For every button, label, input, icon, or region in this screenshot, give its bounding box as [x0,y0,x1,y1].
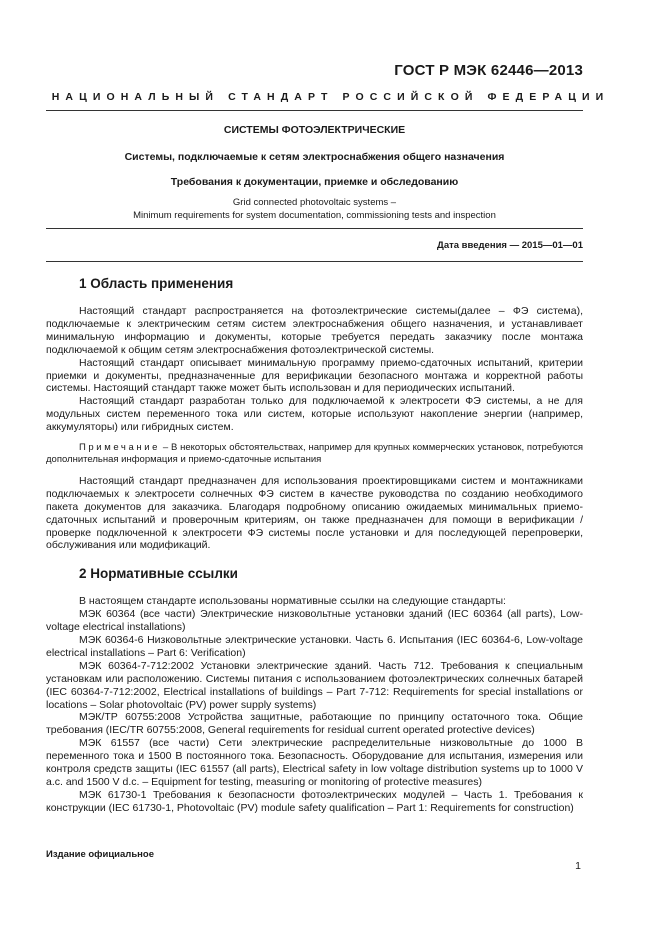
standard-code: ГОСТ Р МЭК 62446—2013 [394,62,583,79]
divider-top [46,110,583,111]
reference-item: МЭК/ТР 60755:2008 Устройства защитные, работающие по принципу остаточного тока. Общие требования (IEC/TR 60755:2008, General requirements for residual current operated protective devices) [46,711,583,737]
paragraph: В настоящем стандарте использованы нормативные ссылки на следующие стандарты: [79,595,506,608]
document-body [46,272,583,815]
reference-item: МЭК 61730-1 Требования к безопасности фотоэлектрических модулей – Часть 1. Требования к конструкции (IEC 61730-1, Photovoltaic (PV) module safety qualification – Part 1: Requirements for construction) [46,788,583,814]
note-label: Примечание [79,442,160,454]
section-scope [46,276,583,552]
document-subtitle: Системы, подключаемые к сетям электроснабжения общего назначения [124,151,505,163]
reference-item: МЭК 61557 (все части) Сети электрические распределительные низковольтные до 1000 В переменного тока и 1500 В постоянного тока. Безопасность. Оборудование для испытания, измерения или контроля средств защиты (IEC 61557 (all parts), Electrical safety in low voltage distribution systems up to 1000 V a.c. and 1500 V d.c. – Equipment for testing, measuring or monitoring of protective measures) [46,737,583,788]
reference-item: МЭК 60364 (все части) Электрические низковольтные установки зданий (IEC 60364 (all parts), Low-voltage electrical installations) [46,608,583,634]
reference-item: МЭК 60364-7-712:2002 Установки электрические зданий. Часть 712. Требования к специальным установкам или расположению. Системы питания с использованием фотоэлектрических солнечных батарей (IEC 60364-7-712:2002, Electrical installations of buildings – Part 7-712: Requirements for special installations or locations – Solar photovoltaic (PV) power supply systems) [46,659,583,711]
paragraph: Настоящий стандарт разработан только для подключаемой к электросети ФЭ системы, а не для модульных систем переменного тока или систем, которые используют накопление энергии (например, аккумуляторы) или гибридных систем. [46,395,583,434]
document-subtitle-2: Требования к документации, приемке и обследованию [170,176,459,188]
section-heading: 1 Область применения [79,276,234,291]
english-title [46,197,583,222]
section-heading: 2 Нормативные ссылки [79,566,238,582]
note [46,442,583,467]
edition-label: Издание официальное [46,849,154,860]
paragraph: Настоящий стандарт распространяется на фотоэлектрические системы(далее – ФЭ система), подключаемые к электрическим сетям систем электроснабжения общего назначения, и устанавливает минимальную информацию и документы, которые требуется передать заказчику после монтажа подключаемой к общим сетям электроснабжения фотоэлектрической системы. [46,305,583,356]
paragraph: Настоящий стандарт предназначен для использования проектировщиками систем и монтажниками подключаемых к электросети солнечных ФЭ систем в качестве руководства по созданию необходимого пакета документов для заказчика. Благодаря подробному описанию ожидаемых минимальных приемо-сдаточных испытаний и проверочным критериям, он также предназначен для помощи в верификации / проверке подключенной к электросети ФЭ системы после установки и для последующей перепроверки, обслуживания или модификаций. [46,474,583,552]
divider-title [46,228,583,229]
divider-date [46,261,583,262]
english-title-line-2: Minimum requirements for system documentation, commissioning tests and inspection [133,209,496,221]
national-standard-banner: НАЦИОНАЛЬНЫЙ СТАНДАРТ РОССИЙСКОЙ ФЕДЕРАЦИИ [51,91,610,103]
page-number: 1 [575,860,581,872]
document-title: СИСТЕМЫ ФОТОЭЛЕКТРИЧЕСКИЕ [223,124,406,136]
paragraph: Настоящий стандарт описывает минимальную программу приемо-сдаточных испытаний, критерии приемки и документы, предназначенные для верификации безопасного монтажа и корректной работы системы. Настоящий стандарт также может быть использован и для периодических испытаний. [46,356,583,395]
section-normative-references [46,566,583,814]
reference-item: МЭК 60364-6 Низковольтные электрические установки. Часть 6. Испытания (IEC 60364-6, Low-voltage electrical installations – Part 6: Verification) [46,634,583,659]
english-title-line-1: Grid connected photovoltaic systems – [232,197,397,208]
introduction-date: Дата введения — 2015—01—01 [437,240,583,251]
note-text: – В некоторых обстоятельствах, например для крупных коммерческих установок, потребуются дополнительная информация и приемо-сдаточные испытания [46,442,583,466]
